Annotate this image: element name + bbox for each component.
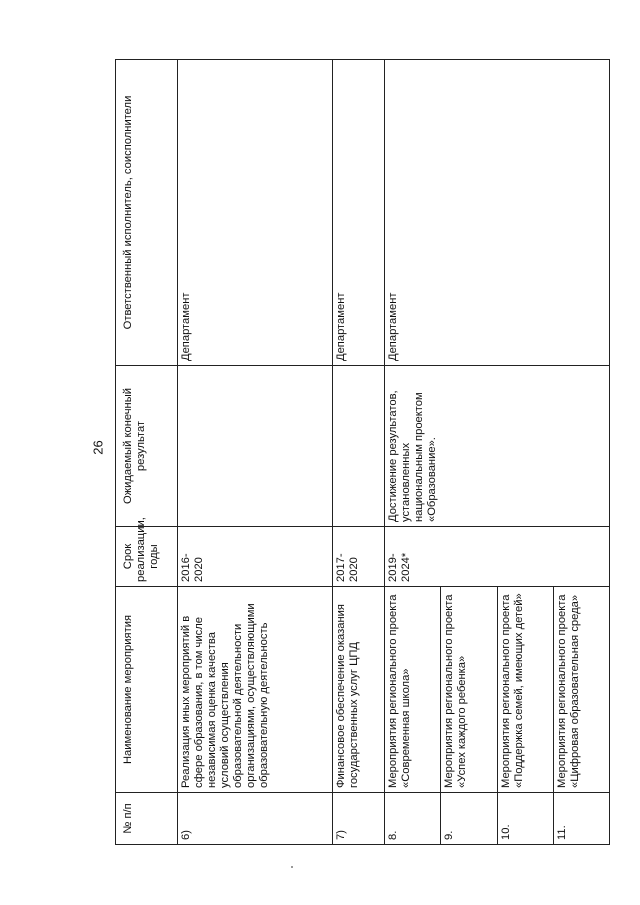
row-name: Реализация иных мероприятий в сфере образования, в том числе независимая оценка качества условий осуществления образовательной деятельности организациями, осуществляющими образовательную деятельность bbox=[178, 587, 333, 793]
table-row bbox=[333, 60, 385, 845]
header-num: № п/п bbox=[116, 793, 178, 845]
header-term: Срок реализации, годы bbox=[116, 527, 178, 587]
header-result: Ожидаемый конечный результат bbox=[116, 366, 178, 527]
row-executor: Департамент bbox=[178, 60, 333, 366]
row-term: 2016-2020 bbox=[178, 527, 333, 587]
row-name: Мероприятия регионального проекта «Современная школа» bbox=[385, 587, 441, 793]
header-executor: Ответственный исполнитель, соисполнители bbox=[116, 60, 178, 366]
table-row bbox=[385, 60, 441, 845]
row-executor: Департамент bbox=[333, 60, 385, 366]
table-header-row bbox=[116, 60, 178, 845]
row-num: 10. bbox=[497, 793, 553, 845]
row-term: 2019-2024* bbox=[385, 527, 610, 587]
row-name: Мероприятия регионального проекта «Цифровая образовательная среда» bbox=[553, 587, 609, 793]
row-name: Мероприятия регионального проекта «Поддержка семей, имеющих детей» bbox=[497, 587, 553, 793]
page-number: 26 bbox=[90, 440, 106, 455]
row-num: 9. bbox=[441, 793, 497, 845]
rotated-table-wrapper bbox=[115, 60, 610, 845]
row-num: 11. bbox=[553, 793, 609, 845]
row-num: 8. bbox=[385, 793, 441, 845]
row-result bbox=[178, 366, 333, 527]
row-result bbox=[333, 366, 385, 527]
row-name: Финансовое обеспечение оказания государственных услуг ЦПД bbox=[333, 587, 385, 793]
row-term: 2017-2020 bbox=[333, 527, 385, 587]
row-num: 7) bbox=[333, 793, 385, 845]
row-result: Достижение результатов, установленных национальным проектом «Образование». bbox=[385, 366, 610, 527]
table-row bbox=[178, 60, 333, 845]
measures-table bbox=[115, 59, 610, 845]
header-name: Наименование мероприятия bbox=[116, 587, 178, 793]
row-num: 6) bbox=[178, 793, 333, 845]
scan-artifact bbox=[291, 866, 293, 868]
row-name: Мероприятия регионального проекта «Успех каждого ребенка» bbox=[441, 587, 497, 793]
row-executor: Департамент bbox=[385, 60, 610, 366]
